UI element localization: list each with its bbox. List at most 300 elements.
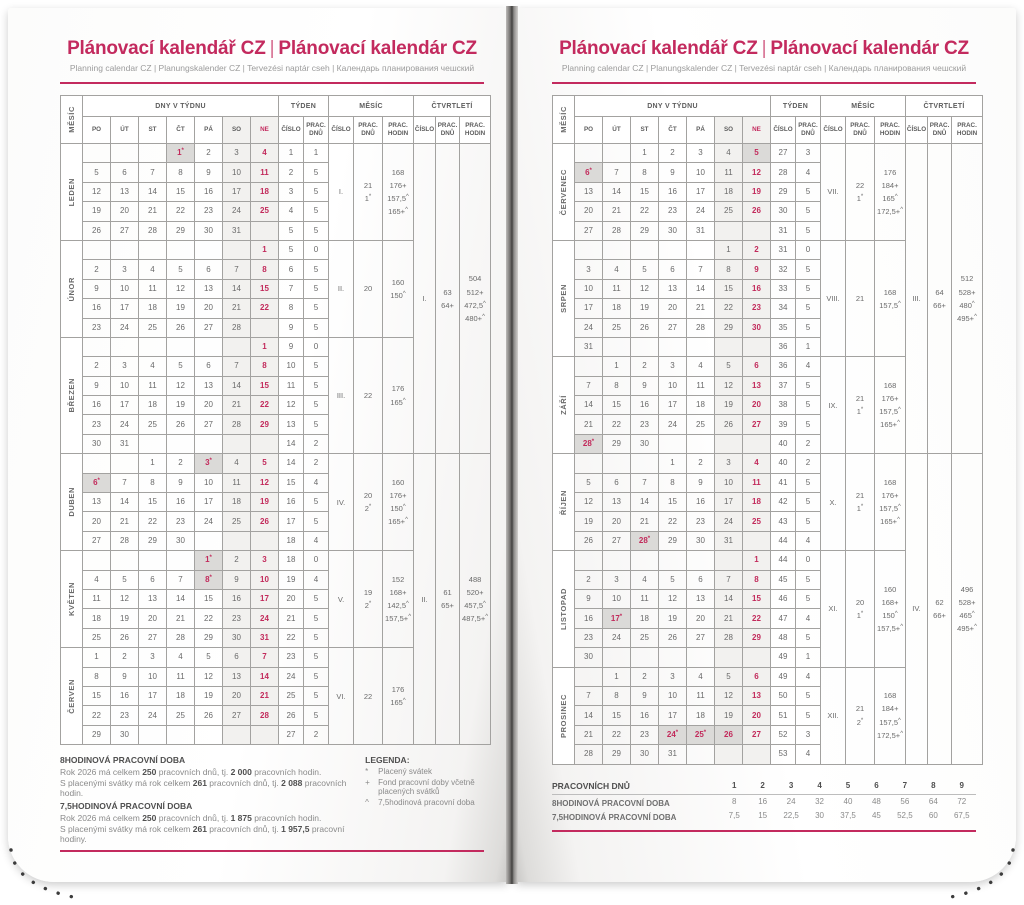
- weekdays-group-header: DNY V TÝDNU: [575, 96, 771, 117]
- day-cell: 4: [83, 570, 111, 589]
- day-cell: 26: [575, 531, 603, 550]
- day-cell: 9: [687, 473, 715, 492]
- week-number: 53: [771, 745, 796, 764]
- workdays-column-header: 5: [845, 781, 851, 790]
- day-cell: [139, 144, 167, 163]
- day-cell: 3: [139, 648, 167, 667]
- week-workdays: 4: [304, 570, 329, 589]
- week-workdays: 4: [796, 531, 821, 550]
- week-number: 41: [771, 473, 796, 492]
- day-cell: [195, 240, 223, 259]
- workdays-value: 16: [758, 797, 768, 806]
- week-number: 7: [279, 279, 304, 298]
- week-workdays: 5: [796, 415, 821, 434]
- week-workdays: 5: [304, 686, 329, 705]
- week-workdays: 5: [796, 376, 821, 395]
- workdays-value: 7,5: [728, 811, 740, 820]
- day-cell: 8: [659, 473, 687, 492]
- header-rule: [60, 82, 484, 84]
- day-cell: 26: [743, 202, 771, 221]
- day-cell: 14: [575, 706, 603, 725]
- week-workdays: 5: [304, 318, 329, 337]
- day-cell: 15: [743, 589, 771, 608]
- month-label: LEDEN: [61, 144, 83, 241]
- day-cell: 27: [195, 415, 223, 434]
- day-cell: 15: [603, 396, 631, 415]
- workdays-row-label: 7,5HODINOVÁ PRACOVNÍ DOBA: [552, 812, 677, 822]
- day-cell: [687, 551, 715, 570]
- week-workdays: 5: [304, 415, 329, 434]
- day-cell: 29: [251, 415, 279, 434]
- legend-item: [365, 798, 484, 807]
- day-cell: [631, 240, 659, 259]
- day-cell: [575, 144, 603, 163]
- day-cell: 15: [715, 279, 743, 298]
- day-cell: 28*: [631, 531, 659, 550]
- day-cell: 5: [715, 357, 743, 376]
- day-cell: 5: [111, 570, 139, 589]
- month-label: LISTOPAD: [553, 551, 575, 667]
- day-cell: 25: [251, 202, 279, 221]
- day-cell: 18: [631, 609, 659, 628]
- day-cell: 19: [575, 512, 603, 531]
- week-number: 52: [771, 725, 796, 744]
- day-cell: [83, 144, 111, 163]
- month-hours: 168 176+ 157,5^ 165+^: [875, 357, 906, 454]
- day-cell: 29: [139, 531, 167, 550]
- title-sk: Plánovací kalendár CZ: [278, 38, 477, 59]
- week-workdays: 5: [304, 279, 329, 298]
- week-workdays: 1: [304, 144, 329, 163]
- title-separator: |: [761, 38, 767, 59]
- day-cell: 21: [111, 512, 139, 531]
- quarter-workdays-header: PRAC. DNŮ: [436, 117, 460, 144]
- legend-text: Placený svátek: [378, 767, 432, 777]
- day-cell: [603, 240, 631, 259]
- day-cell: 6: [195, 357, 223, 376]
- day-cell: 4: [223, 454, 251, 473]
- day-cell: 10: [139, 667, 167, 686]
- day-cell: 10: [223, 163, 251, 182]
- day-cell: 18: [743, 493, 771, 512]
- day-cell: 23: [111, 706, 139, 725]
- day-cell: 21: [575, 415, 603, 434]
- week-workdays: 2: [304, 434, 329, 453]
- week-workdays: 5: [304, 182, 329, 201]
- day-cell: 22: [631, 202, 659, 221]
- month-hours: 176 165^: [383, 337, 414, 453]
- day-cell: [743, 434, 771, 453]
- week-workdays: 4: [796, 163, 821, 182]
- day-cell: 15: [251, 279, 279, 298]
- day-cell: 9: [83, 376, 111, 395]
- page-header: [552, 38, 976, 84]
- quarter-number: II.: [414, 454, 436, 745]
- day-cell: 7: [631, 473, 659, 492]
- week-number: 46: [771, 589, 796, 608]
- book-gutter: [506, 6, 518, 884]
- day-cell: 25: [223, 512, 251, 531]
- day-cell: 21: [167, 609, 195, 628]
- day-cell: 9: [575, 589, 603, 608]
- week-number: 15: [279, 473, 304, 492]
- day-cell: 9: [195, 163, 223, 182]
- month-hours: 160 168+ 150^ 157,5+^: [875, 551, 906, 667]
- week-number: 22: [279, 628, 304, 647]
- week-number: 28: [771, 163, 796, 182]
- day-cell: 5: [251, 454, 279, 473]
- month-column-header: MĚSÍC: [61, 96, 83, 144]
- title-separator: |: [269, 38, 275, 59]
- right-page: [516, 8, 1016, 882]
- week-number: 25: [279, 686, 304, 705]
- day-cell: 24*: [659, 725, 687, 744]
- day-cell: 12: [83, 182, 111, 201]
- day-cell: 18: [715, 182, 743, 201]
- day-cell: 2: [167, 454, 195, 473]
- week-number: 34: [771, 299, 796, 318]
- month-workdays: 19 2*: [354, 551, 383, 648]
- day-cell: 8: [631, 163, 659, 182]
- week-workdays: 5: [796, 570, 821, 589]
- day-cell: 17: [715, 493, 743, 512]
- week-workdays: 0: [304, 240, 329, 259]
- day-cell: 24: [111, 415, 139, 434]
- week-number: 20: [279, 589, 304, 608]
- day-cell: 18: [83, 609, 111, 628]
- day-cell: 15: [83, 686, 111, 705]
- day-header-ct: ČT: [167, 117, 195, 144]
- day-cell: 28: [575, 745, 603, 764]
- day-cell: 24: [687, 202, 715, 221]
- week-workdays: 5: [796, 299, 821, 318]
- day-cell: 27: [195, 318, 223, 337]
- month-group-header: MĚSÍC: [329, 96, 414, 117]
- day-cell: 2: [659, 144, 687, 163]
- day-cell: 23: [167, 512, 195, 531]
- day-cell: 2: [687, 454, 715, 473]
- day-cell: [139, 240, 167, 259]
- day-cell: 24: [659, 415, 687, 434]
- day-cell: 17: [139, 686, 167, 705]
- quarter-number-header: ČÍSLO: [906, 117, 928, 144]
- week-number: 33: [771, 279, 796, 298]
- day-cell: 28: [167, 628, 195, 647]
- day-cell: [603, 337, 631, 356]
- month-hours: 160 176+ 150^ 165+^: [383, 454, 414, 551]
- day-cell: [195, 434, 223, 453]
- day-cell: 10: [111, 376, 139, 395]
- week-workdays-header: PRAC. DNŮ: [304, 117, 329, 144]
- day-cell: 27: [743, 415, 771, 434]
- legend-text: 7,5hodinová pracovní doba: [378, 798, 475, 808]
- day-cell: 7: [111, 473, 139, 492]
- day-cell: 16: [575, 609, 603, 628]
- day-cell: [167, 725, 195, 744]
- month-hours: 168 176+ 157,5^ 165+^: [875, 454, 906, 551]
- day-cell: 16: [631, 706, 659, 725]
- day-cell: 8: [743, 570, 771, 589]
- month-number-header: ČÍSLO: [329, 117, 354, 144]
- day-cell: 20: [139, 609, 167, 628]
- day-cell: 24: [715, 512, 743, 531]
- day-cell: 5: [167, 357, 195, 376]
- month-label: ČERVENEC: [553, 144, 575, 241]
- day-cell: 8: [251, 357, 279, 376]
- workdays-value: 30: [815, 811, 824, 820]
- month-label: KVĚTEN: [61, 551, 83, 648]
- week-group-header: TÝDEN: [771, 96, 821, 117]
- day-cell: 21: [223, 299, 251, 318]
- day-cell: 7: [223, 357, 251, 376]
- week-workdays: 5: [796, 260, 821, 279]
- day-cell: 13: [195, 376, 223, 395]
- day-cell: 16: [631, 396, 659, 415]
- week-workdays: 5: [304, 589, 329, 608]
- week-workdays: 5: [304, 221, 329, 240]
- week-number: 47: [771, 609, 796, 628]
- quarter-workdays: 62 66+: [928, 454, 952, 764]
- day-cell: [111, 337, 139, 356]
- week-workdays: 4: [796, 745, 821, 764]
- day-cell: 12: [111, 589, 139, 608]
- day-cell: [223, 725, 251, 744]
- workdays-column-header: 7: [902, 781, 908, 790]
- day-cell: 12: [575, 493, 603, 512]
- day-cell: 14: [603, 182, 631, 201]
- day-cell: [111, 144, 139, 163]
- left-footer: [60, 752, 484, 844]
- week-workdays: 5: [304, 163, 329, 182]
- weekdays-group-header: DNY V TÝDNU: [83, 96, 279, 117]
- right-footer: [552, 778, 976, 832]
- day-cell: 3: [659, 667, 687, 686]
- day-cell: 7: [223, 260, 251, 279]
- day-cell: 27: [575, 221, 603, 240]
- day-cell: 28: [223, 415, 251, 434]
- week-number: 43: [771, 512, 796, 531]
- day-cell: [743, 221, 771, 240]
- day-cell: 10: [659, 686, 687, 705]
- month-number-header: ČÍSLO: [821, 117, 846, 144]
- day-cell: 14: [575, 396, 603, 415]
- day-cell: [715, 551, 743, 570]
- day-cell: 15: [631, 182, 659, 201]
- day-cell: [223, 240, 251, 259]
- quarter-workdays: 61 65+: [436, 454, 460, 745]
- day-cell: [743, 648, 771, 667]
- day-cell: [715, 745, 743, 764]
- day-cell: 11: [167, 667, 195, 686]
- day-cell: 11: [603, 279, 631, 298]
- week-workdays: 5: [796, 706, 821, 725]
- day-cell: [687, 240, 715, 259]
- day-cell: 13: [195, 279, 223, 298]
- day-cell: 8: [603, 686, 631, 705]
- day-cell: 2: [223, 551, 251, 570]
- day-header-po: PO: [83, 117, 111, 144]
- day-cell: [167, 551, 195, 570]
- month-label: DUBEN: [61, 454, 83, 551]
- day-cell: 27: [83, 531, 111, 550]
- month-workdays: 21: [846, 240, 875, 356]
- day-cell: 1: [83, 648, 111, 667]
- quarter-hours-header: PRAC. HODIN: [460, 117, 491, 144]
- quarter-number-header: ČÍSLO: [414, 117, 436, 144]
- day-cell: 23: [687, 512, 715, 531]
- day-cell: 7: [139, 163, 167, 182]
- week-number: 26: [279, 706, 304, 725]
- day-cell: 31: [111, 434, 139, 453]
- day-cell: 6: [743, 357, 771, 376]
- day-cell: 15: [195, 589, 223, 608]
- month-workdays: 20 1*: [846, 551, 875, 667]
- day-header-ct: ČT: [659, 117, 687, 144]
- day-cell: 19: [251, 493, 279, 512]
- day-cell: 26: [111, 628, 139, 647]
- week-workdays: 5: [796, 473, 821, 492]
- day-cell: 21: [139, 202, 167, 221]
- day-cell: 6: [687, 570, 715, 589]
- day-cell: 19: [167, 396, 195, 415]
- day-cell: 17: [223, 182, 251, 201]
- day-cell: 17: [111, 299, 139, 318]
- day-cell: 20: [743, 396, 771, 415]
- week-workdays: 5: [304, 667, 329, 686]
- day-cell: 31: [659, 745, 687, 764]
- week-number: 37: [771, 376, 796, 395]
- quarter-workdays: 63 64+: [436, 144, 460, 454]
- day-cell: 10: [603, 589, 631, 608]
- day-cell: 9: [83, 279, 111, 298]
- month-number: III.: [329, 337, 354, 453]
- day-cell: 3: [603, 570, 631, 589]
- day-cell: 20: [223, 686, 251, 705]
- week-number: 31: [771, 240, 796, 259]
- day-header-st: ST: [139, 117, 167, 144]
- week-number: 2: [279, 163, 304, 182]
- day-cell: 20: [83, 512, 111, 531]
- day-cell: 10: [659, 376, 687, 395]
- calendar-body-h2: [553, 144, 983, 765]
- day-cell: [251, 531, 279, 550]
- day-cell: 30: [83, 434, 111, 453]
- week-number: 29: [771, 182, 796, 201]
- day-cell: 19: [83, 202, 111, 221]
- day-cell: 16: [743, 279, 771, 298]
- day-cell: 19: [167, 299, 195, 318]
- page-subtitle: Planning calendar CZ | Planungskalender CZ | Tervezési naptár cseh | Календарь планирования чешский: [561, 63, 967, 73]
- quarter-number: I.: [414, 144, 436, 454]
- day-cell: 29: [195, 628, 223, 647]
- workdays-value: 37,5: [840, 811, 856, 820]
- quarter-hours: 504 512+ 472,5^ 480+^: [460, 144, 491, 454]
- left-page: [8, 8, 508, 882]
- day-header-st: ST: [631, 117, 659, 144]
- day-cell: 30: [575, 648, 603, 667]
- week-number: 18: [279, 531, 304, 550]
- week-workdays: 5: [796, 279, 821, 298]
- day-header-ne: NE: [251, 117, 279, 144]
- day-cell: 21: [687, 299, 715, 318]
- day-cell: [111, 551, 139, 570]
- day-cell: [659, 240, 687, 259]
- day-cell: [83, 454, 111, 473]
- week-number-header: ČÍSLO: [771, 117, 796, 144]
- week-workdays-header: PRAC. DNŮ: [796, 117, 821, 144]
- workdays-value: 67,5: [953, 811, 970, 820]
- day-cell: [223, 337, 251, 356]
- day-cell: 7: [251, 648, 279, 667]
- week-workdays: 2: [304, 725, 329, 744]
- day-cell: 13: [575, 182, 603, 201]
- day-cell: 12: [195, 667, 223, 686]
- week-number: 10: [279, 357, 304, 376]
- day-header-pa: PÁ: [195, 117, 223, 144]
- day-cell: [251, 434, 279, 453]
- week-workdays: 5: [304, 376, 329, 395]
- month-number: IX.: [821, 357, 846, 454]
- day-cell: [603, 144, 631, 163]
- day-cell: 30: [195, 221, 223, 240]
- day-cell: 14: [167, 589, 195, 608]
- day-cell: 23: [575, 628, 603, 647]
- day-cell: 1*: [167, 144, 195, 163]
- day-cell: 19: [743, 182, 771, 201]
- week-number: 40: [771, 454, 796, 473]
- week-workdays: 5: [796, 628, 821, 647]
- day-header-so: SO: [715, 117, 743, 144]
- day-cell: 26: [631, 318, 659, 337]
- day-cell: 1: [139, 454, 167, 473]
- day-cell: 11: [83, 589, 111, 608]
- working-time-line: S placenými svátky má rok celkem 261 pracovních dnů, tj. 1 957,5 pracovní hodiny.: [60, 824, 345, 845]
- day-cell: 19: [631, 299, 659, 318]
- week-number: 13: [279, 415, 304, 434]
- day-cell: 30: [659, 221, 687, 240]
- week-workdays: 5: [304, 299, 329, 318]
- day-cell: [223, 531, 251, 550]
- week-number: 3: [279, 182, 304, 201]
- day-cell: [715, 337, 743, 356]
- day-cell: 8: [83, 667, 111, 686]
- week-workdays: 1: [796, 337, 821, 356]
- calendar-row: [61, 454, 491, 473]
- working-time-line: S placenými svátky má rok celkem 261 pracovních dnů, tj. 2 088 pracovních hodin.: [60, 778, 347, 799]
- day-cell: 14: [715, 589, 743, 608]
- day-cell: 10: [111, 279, 139, 298]
- legend-items: [365, 767, 484, 807]
- day-cell: 30: [631, 745, 659, 764]
- month-hours-header: PRAC. HODIN: [875, 117, 906, 144]
- week-workdays: 4: [304, 531, 329, 550]
- page-header: [60, 38, 484, 84]
- day-cell: [223, 434, 251, 453]
- month-workdays-header: PRAC. DNŮ: [354, 117, 383, 144]
- day-cell: 10: [687, 163, 715, 182]
- day-cell: 11: [687, 376, 715, 395]
- week-number: 14: [279, 434, 304, 453]
- legend-title: LEGENDA:: [365, 755, 410, 766]
- day-cell: 21: [223, 396, 251, 415]
- workdays-row-label: 8HODINOVÁ PRACOVNÍ DOBA: [552, 798, 670, 808]
- page-title: [60, 38, 484, 60]
- day-cell: 4: [687, 357, 715, 376]
- day-cell: [743, 531, 771, 550]
- workdays-hours-table: [552, 778, 976, 823]
- week-workdays: 4: [796, 357, 821, 376]
- day-cell: 22: [251, 396, 279, 415]
